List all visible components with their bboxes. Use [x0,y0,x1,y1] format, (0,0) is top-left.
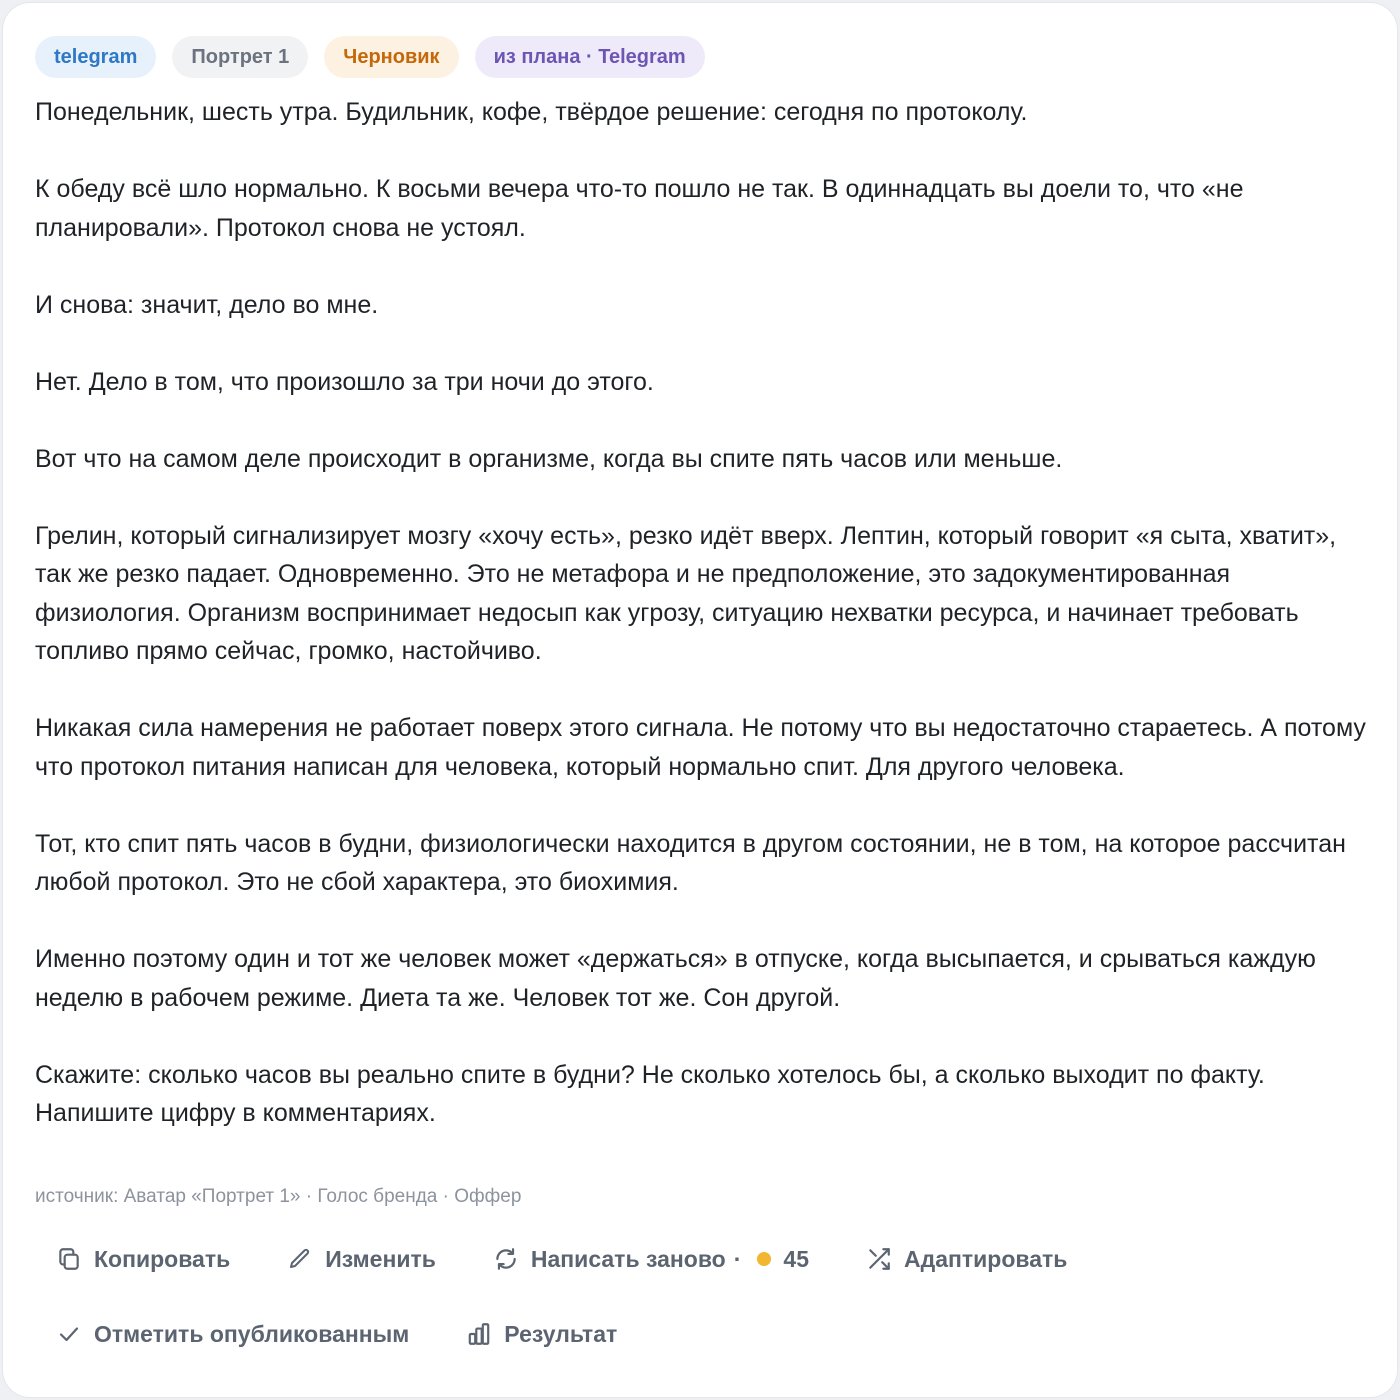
plan-tag: из плана · Telegram [475,36,705,78]
mark-published-label: Отметить опубликованным [94,1320,410,1347]
post-card [2,2,1398,1398]
adapt-button[interactable] [865,1245,1067,1273]
post-paragraph: Грелин, который сигнализирует мозгу «хочу есть», резко идёт вверх. Лептин, который говорит «я сыта, хватит», так же резко падает. Одновременно. Это не метафора и не предположение, это задокументированная физиология. Организм воспринимает недосып как угрозу, ситуацию нехватки ресурса, и начинает требовать топливо прямо сейчас, громко, настойчиво. [35,521,1337,665]
mark-published-button[interactable] [55,1320,409,1348]
post-paragraph: Понедельник, шесть утра. Будильник, кофе, твёрдое решение: сегодня по протоколу. [35,98,1028,126]
coin-icon [757,1252,771,1266]
rewrite-label: Написать заново [530,1245,726,1272]
post-paragraph: К обеду всё шло нормально. К восьми вечера что-то пошло не так. В одиннадцать вы доели то, что «не планировали». Протокол снова не устоял. [35,175,1244,242]
source-line: источник: Аватар «Портрет 1» · Голос бренда · Оффер [35,1186,522,1207]
post-paragraph: Никакая сила намерения не работает поверх этого сигнала. Не потому что вы недостаточно стараетесь. А потому что протокол питания написан для человека, который нормально спит. Для другого человека. [35,714,1366,781]
copy-label: Копировать [94,1245,231,1272]
result-label: Результат [504,1320,618,1347]
shuffle-icon [865,1245,893,1273]
channel-tag: telegram [35,36,156,78]
post-paragraph: И снова: значит, дело во мне. [35,290,379,319]
post-paragraph: Вот что на самом деле происходит в организме, когда вы спите пять часов или меньше. [35,444,1063,473]
post-paragraph: Тот, кто спит пять часов в будни, физиологически находится в другом состоянии, не в том, на которое рассчитан любой протокол. Это не сбой характера, это биохимия. [35,829,1346,896]
refresh-icon [492,1245,520,1273]
post-text [35,93,1375,1133]
status-badge: Черновик [324,36,458,78]
pencil-icon [286,1245,314,1273]
check-icon [55,1320,83,1348]
action-bar-primary [55,1245,1067,1273]
portrait-tag: Портрет 1 [172,36,308,78]
bar-chart-icon [465,1320,493,1348]
post-paragraph: Скажите: сколько часов вы реально спите в будни? Не сколько хотелось бы, а сколько выходит по факту. Напишите цифру в комментариях. [35,1060,1265,1127]
rewrite-button[interactable] [492,1245,809,1273]
result-button[interactable] [465,1320,617,1348]
adapt-label: Адаптировать [904,1245,1068,1272]
edit-button[interactable] [286,1245,436,1273]
tag-row [35,36,705,78]
rewrite-cost: 45 [783,1245,809,1272]
rewrite-separator: · [733,1245,742,1272]
copy-icon [55,1245,83,1273]
action-bar-secondary [55,1320,617,1348]
edit-label: Изменить [325,1245,436,1272]
copy-button[interactable] [55,1245,230,1273]
post-paragraph: Именно поэтому один и тот же человек может «держаться» в отпуске, когда высыпается, и срываться каждую неделю в рабочем режиме. Диета та же. Человек тот же. Сон другой. [35,945,1316,1012]
post-paragraph: Нет. Дело в том, что произошло за три ночи до этого. [35,367,654,396]
